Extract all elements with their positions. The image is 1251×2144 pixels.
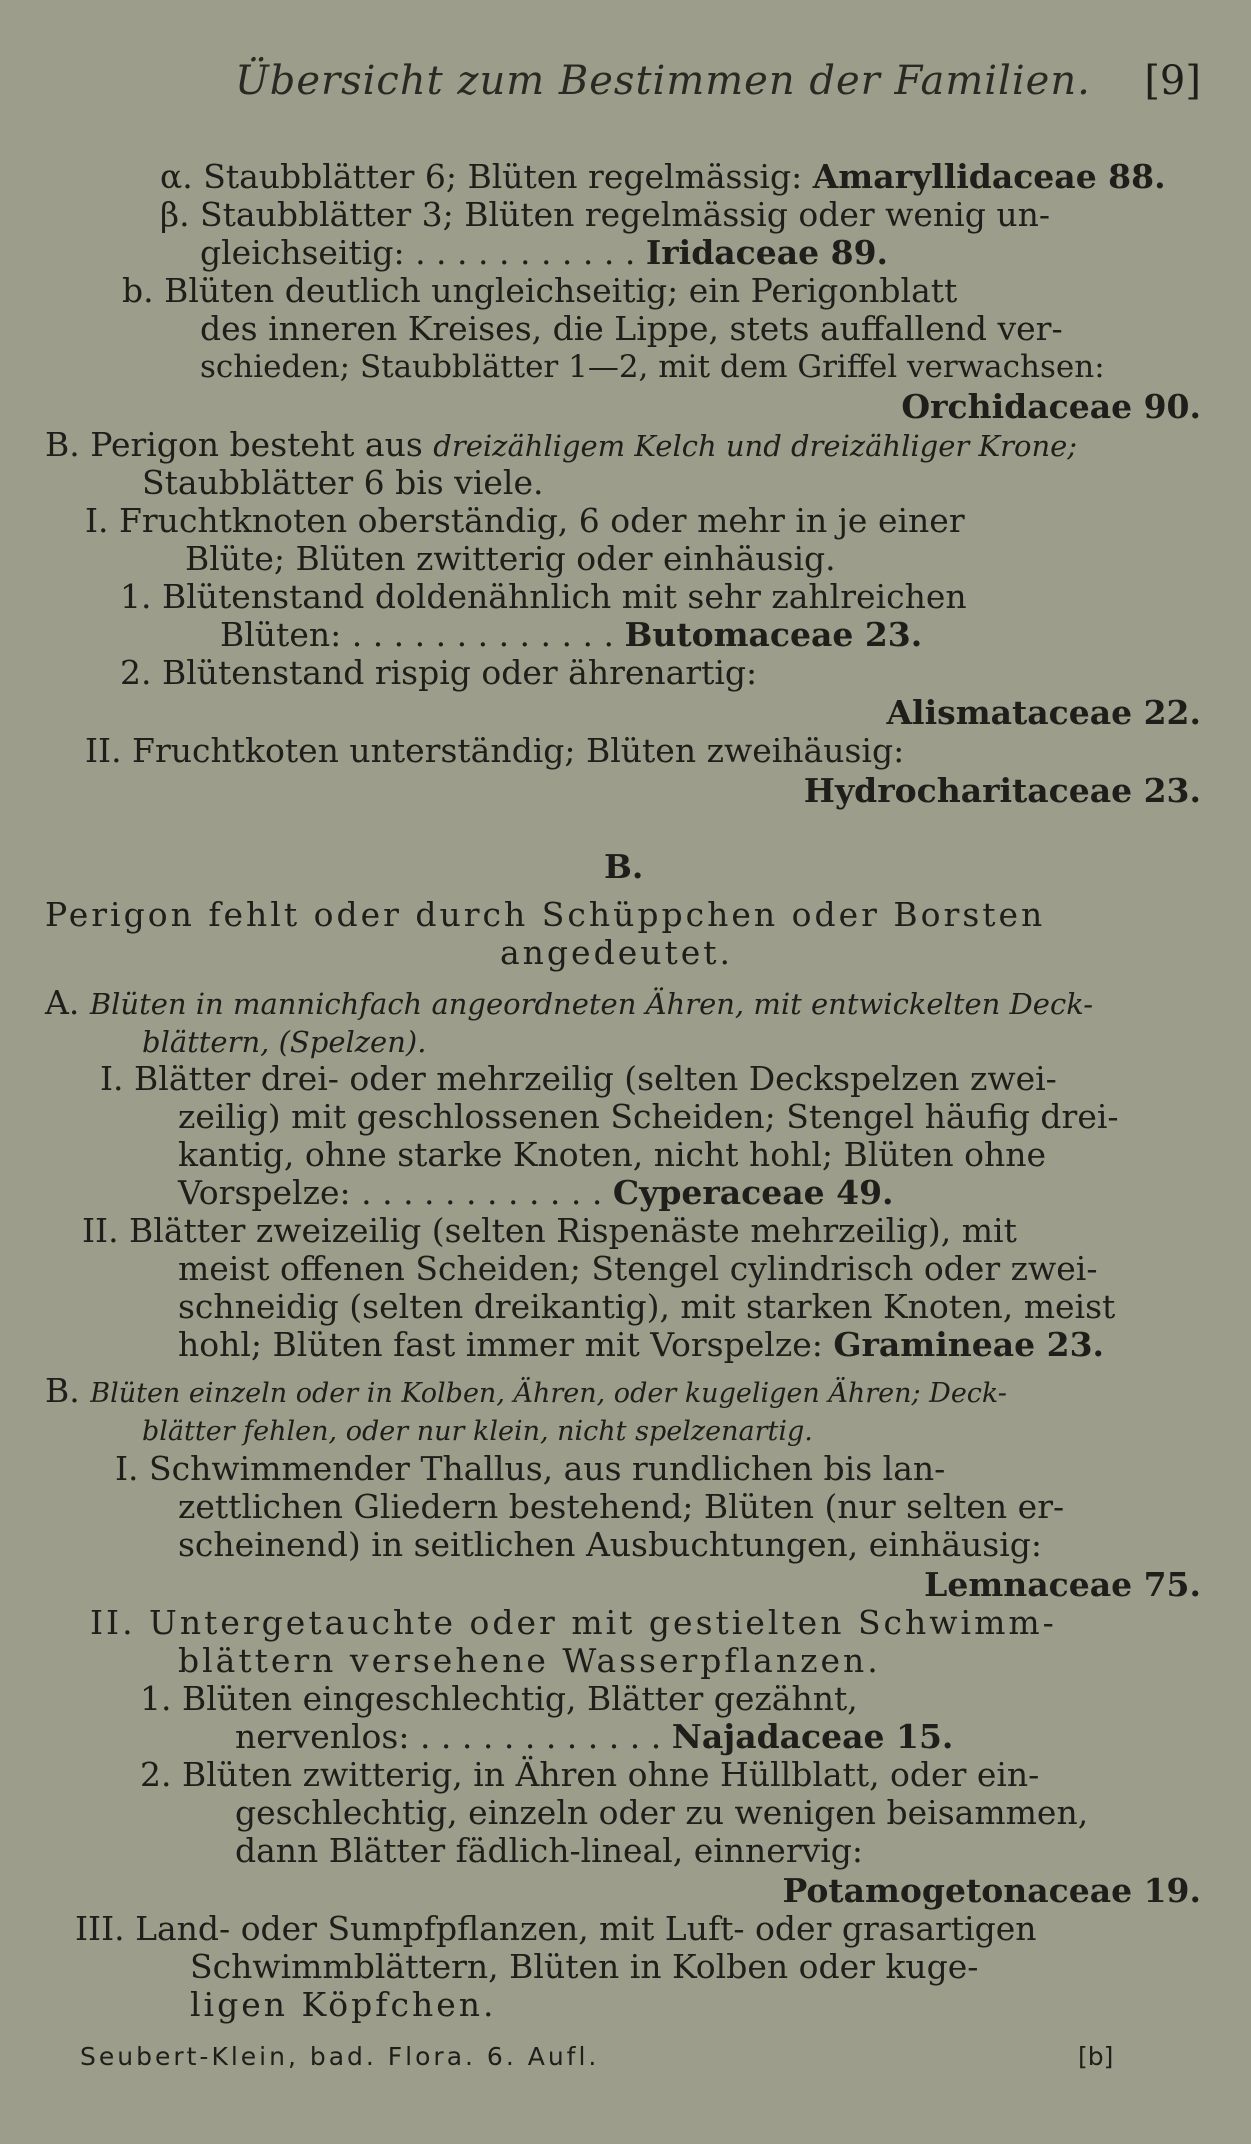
key-line: I. Blätter drei- oder mehrzeilig (selten Deckspelzen zwei- (100, 1059, 1057, 1098)
key-line: meist offenen Scheiden; Stengel cylindrisch oder zwei- (178, 1249, 1098, 1288)
section-subtitle: Perigon fehlt oder durch Schüppchen oder Borsten (45, 895, 1046, 934)
key-line: blätter fehlen, oder nur klein, nicht spelzenartig. (142, 1416, 813, 1447)
family-name: Alismataceae 22. (886, 693, 1201, 732)
section-heading: B. (604, 847, 644, 886)
signature-mark: [b] (1078, 2042, 1114, 2071)
key-line: β. Staubblätter 3; Blüten regelmässig oder wenig un- (160, 195, 1051, 234)
key-line: blättern, (Spelzen). (142, 1025, 427, 1059)
key-line: 1. Blüten eingeschlechtig, Blätter gezähnt, (140, 1679, 858, 1718)
key-line: Staubblätter 6 bis viele. (142, 463, 544, 502)
family-name: Potamogetonaceae 19. (782, 1871, 1201, 1910)
key-line: B. Blüten einzeln oder in Kolben, Ähren, oder kugeligen Ähren; Deck- (45, 1371, 1007, 1410)
key-line: III. Land- oder Sumpfpflanzen, mit Luft- oder grasartigen (75, 1909, 1037, 1948)
key-line: II. Untergetauchte oder mit gestielten Schwimm- (90, 1603, 1057, 1642)
key-line: schneidig (selten dreikantig), mit starken Knoten, meist (178, 1287, 1116, 1326)
family-name: Lemnaceae 75. (924, 1565, 1201, 1604)
key-line: des inneren Kreises, die Lippe, stets auffallend ver- (200, 309, 1063, 348)
key-line: A. Blüten in mannichfach angeordneten Ähren, mit entwickelten Deck- (45, 983, 1094, 1022)
key-line: I. Schwimmender Thallus, aus rundlichen bis lan- (115, 1449, 946, 1488)
key-line: α. Staubblätter 6; Blüten regelmässig: Amaryllidaceae 88. (160, 157, 1166, 196)
key-line: II. Blätter zweizeilig (selten Rispenäste mehrzeilig), mit (82, 1211, 1017, 1250)
key-line: ligen Köpfchen. (190, 1985, 497, 2024)
key-line: gleichseitig: . . . . . . . . . . . Iridaceae 89. (200, 233, 889, 272)
key-line: II. Fruchtkoten unterständig; Blüten zweihäusig: (85, 731, 905, 770)
key-line: nervenlos: . . . . . . . . . . . . Najadaceae 15. (235, 1717, 954, 1756)
key-line: zettlichen Gliedern bestehend; Blüten (nur selten er- (178, 1487, 1065, 1526)
running-header: Übersicht zum Bestimmen der Familien. (235, 58, 1091, 104)
page-number: [9] (1144, 58, 1201, 104)
key-line: Blüten: . . . . . . . . . . . . . Butomaceae 23. (220, 615, 923, 654)
key-line: I. Fruchtknoten oberständig, 6 oder mehr in je einer (85, 501, 965, 540)
key-line: 2. Blütenstand rispig oder ährenartig: (120, 653, 758, 692)
key-line: kantig, ohne starke Knoten, nicht hohl; Blüten ohne (178, 1135, 1047, 1174)
key-line: schieden; Staubblätter 1—2, mit dem Griffel verwachsen: (200, 349, 1105, 385)
family-name: Orchidaceae 90. (901, 387, 1201, 426)
key-line: geschlechtig, einzeln oder zu wenigen beisammen, (235, 1793, 1089, 1832)
key-line: b. Blüten deutlich ungleichseitig; ein Perigonblatt (122, 271, 958, 310)
key-line: Schwimmblättern, Blüten in Kolben oder kuge- (190, 1947, 979, 1986)
footer-citation: Seubert-Klein, bad. Flora. 6. Aufl. (80, 2042, 600, 2071)
key-line: blättern versehene Wasserpflanzen. (178, 1641, 881, 1680)
key-line: zeilig) mit geschlossenen Scheiden; Stengel häufig drei- (178, 1097, 1119, 1136)
key-line: Blüte; Blüten zwitterig oder einhäusig. (185, 539, 836, 578)
key-line: scheinend) in seitlichen Ausbuchtungen, einhäusig: (178, 1525, 1043, 1564)
section-subtitle: angedeutet. (500, 933, 734, 972)
key-line: dann Blätter fädlich-lineal, einnervig: (235, 1831, 864, 1870)
key-line: 1. Blütenstand doldenähnlich mit sehr zahlreichen (120, 577, 967, 616)
family-name: Hydrocharitaceae 23. (803, 771, 1201, 810)
key-line: hohl; Blüten fast immer mit Vorspelze: Gramineae 23. (178, 1325, 1105, 1364)
key-line: 2. Blüten zwitterig, in Ähren ohne Hüllblatt, oder ein- (140, 1755, 1040, 1794)
key-line: Vorspelze: . . . . . . . . . . . . Cyperaceae 49. (178, 1173, 894, 1212)
key-line: B. Perigon besteht aus dreizähligem Kelch und dreizähliger Krone; (45, 425, 1078, 464)
